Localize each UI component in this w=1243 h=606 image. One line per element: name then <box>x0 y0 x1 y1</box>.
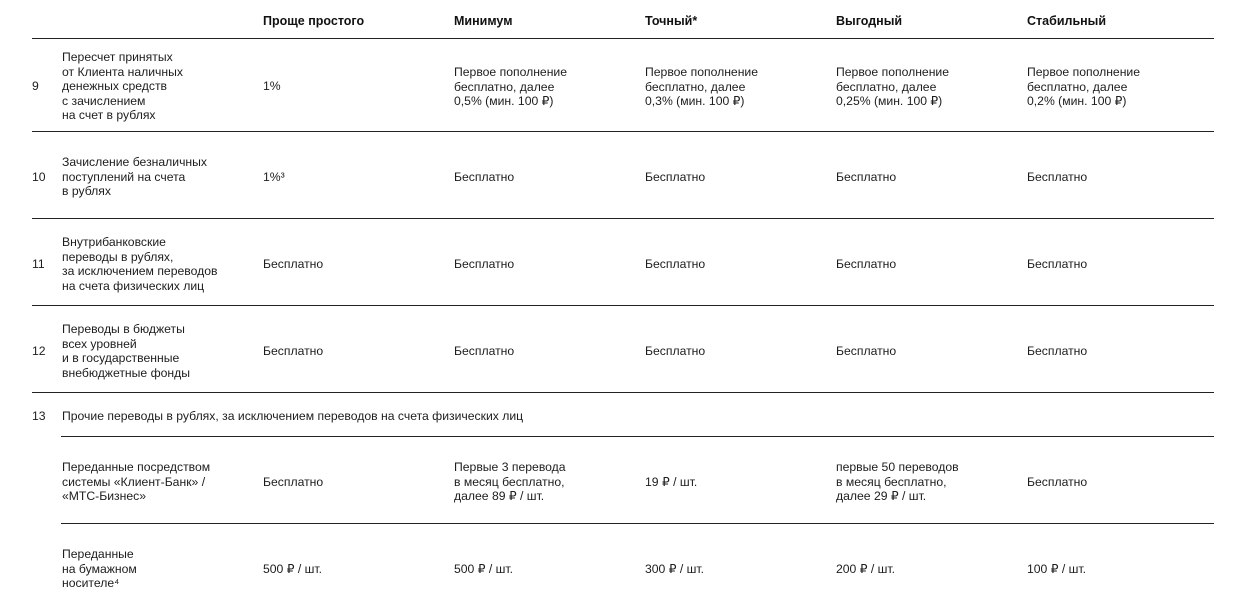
value-vygodny: первые 50 переводов в месяц бесплатно, далее 29 ₽ / шт. <box>836 460 959 504</box>
row-number: 11 <box>32 257 45 271</box>
value-prosche-prostogo: 1% <box>263 79 281 93</box>
value-tochny: Первое пополнение бесплатно, далее 0,3% (мин. 100 ₽) <box>645 65 759 109</box>
value-stabilny: Бесплатно <box>1027 475 1088 489</box>
value-stabilny: Бесплатно <box>1027 344 1088 358</box>
value-stabilny: Бесплатно <box>1027 257 1088 271</box>
header-stabilny: Стабильный <box>1027 14 1107 28</box>
value-vygodny: 200 ₽ / шт. <box>836 562 896 576</box>
value-minimum: Бесплатно <box>454 257 515 271</box>
header-tochny: Точный* <box>645 14 698 28</box>
row-divider <box>32 131 1214 132</box>
value-prosche-prostogo: Бесплатно <box>263 475 324 489</box>
value-minimum: 500 ₽ / шт. <box>454 562 514 576</box>
value-stabilny: Первое пополнение бесплатно, далее 0,2% (мин. 100 ₽) <box>1027 65 1141 109</box>
service-name: Переданные посредством системы «Клиент-Банк» / «МТС-Бизнес» <box>62 460 211 504</box>
row-divider <box>32 305 1214 306</box>
row-number: 10 <box>32 170 46 184</box>
row-number: 9 <box>32 79 39 93</box>
value-tochny: 300 ₽ / шт. <box>645 562 705 576</box>
value-stabilny: 100 ₽ / шт. <box>1027 562 1087 576</box>
row-divider <box>61 436 1214 437</box>
row-divider <box>32 218 1214 219</box>
row-divider <box>61 523 1214 524</box>
header-prosche-prostogo: Проще простого <box>263 14 365 28</box>
table-header <box>0 13 1243 31</box>
value-tochny: Бесплатно <box>645 170 706 184</box>
header-vygodny: Выгодный <box>836 14 903 28</box>
value-prosche-prostogo: 1%³ <box>263 170 285 184</box>
row-divider <box>32 392 1214 393</box>
value-prosche-prostogo: Бесплатно <box>263 344 324 358</box>
value-tochny: 19 ₽ / шт. <box>645 475 698 489</box>
service-name: Переводы в бюджеты всех уровней и в государственные внебюджетные фонды <box>62 322 190 380</box>
value-vygodny: Бесплатно <box>836 257 897 271</box>
value-tochny: Бесплатно <box>645 344 706 358</box>
value-prosche-prostogo: 500 ₽ / шт. <box>263 562 323 576</box>
row-number: 12 <box>32 344 46 358</box>
service-name: Переданные на бумажном носителе⁴ <box>62 547 137 591</box>
value-vygodny: Бесплатно <box>836 170 897 184</box>
service-name: Пересчет принятых от Клиента наличных денежных средств с зачислением на счет в рублях <box>62 50 183 123</box>
section-title: Прочие переводы в рублях, за исключением переводов на счета физических лиц <box>62 409 524 423</box>
value-minimum: Первые 3 перевода в месяц бесплатно, далее 89 ₽ / шт. <box>454 460 566 504</box>
service-name: Зачисление безналичных поступлений на счета в рублях <box>62 155 208 199</box>
header-minimum: Минимум <box>454 14 513 28</box>
value-minimum: Бесплатно <box>454 344 515 358</box>
value-vygodny: Первое пополнение бесплатно, далее 0,25% (мин. 100 ₽) <box>836 65 950 109</box>
value-tochny: Бесплатно <box>645 257 706 271</box>
value-minimum: Бесплатно <box>454 170 515 184</box>
value-minimum: Первое пополнение бесплатно, далее 0,5% (мин. 100 ₽) <box>454 65 568 109</box>
value-prosche-prostogo: Бесплатно <box>263 257 324 271</box>
row-divider <box>32 38 1214 39</box>
row-number: 13 <box>32 409 46 423</box>
value-vygodny: Бесплатно <box>836 344 897 358</box>
service-name: Внутрибанковские переводы в рублях, за исключением переводов на счета физических лиц <box>62 235 218 293</box>
value-stabilny: Бесплатно <box>1027 170 1088 184</box>
